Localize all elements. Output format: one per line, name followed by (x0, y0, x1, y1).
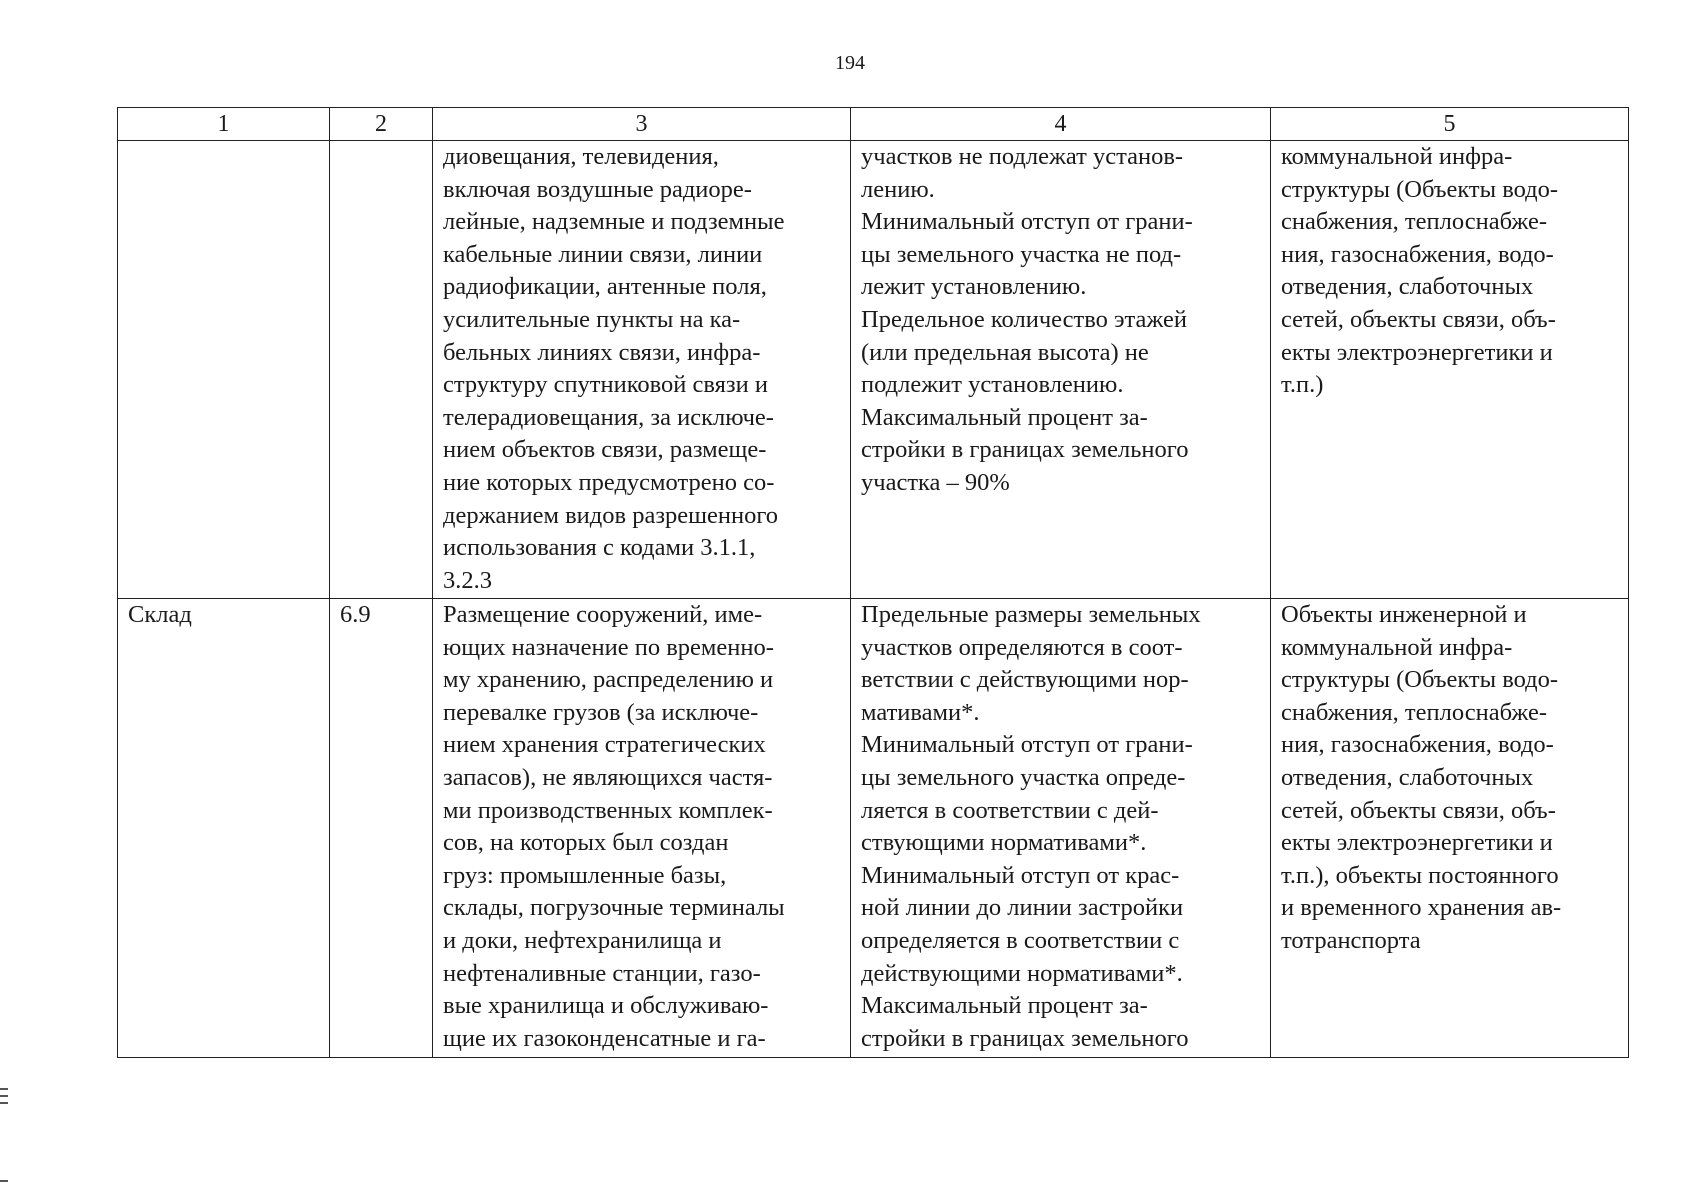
scan-margin-mark (0, 1088, 8, 1090)
table-header-row (118, 108, 1629, 141)
table-row (118, 141, 1629, 599)
parameters-cell: Предельные размеры земельных участков определяются в соот- ветствии с действующими нор- мативами*. Минимальный отступ от грани- цы земельного участка опреде- ляется в соответствии с дей- ствующими нормативами*. Минимальный отступ от крас- ной линии до линии застройки определяется в соответствии с действующими нормативами*. Максимальный процент за- стройки в границах земельного (851, 599, 1271, 1058)
permitted-objects-cell: коммунальной инфра- структуры (Объекты водо- снабжения, теплоснабже- ния, газоснабжения, водо- отведения, слаботочных сетей, объекты связи, объ- екты электроэнергетики и т.п.) (1271, 141, 1629, 599)
column-header: 2 (330, 108, 433, 141)
use-code-cell: 6.9 (330, 599, 433, 1058)
scan-margin-mark (0, 1102, 8, 1104)
permitted-objects-cell: Объекты инженерной и коммунальной инфра- структуры (Объекты водо- снабжения, теплоснабже- ния, газоснабжения, водо- отведения, слаботочных сетей, объекты связи, объ- екты электроэнергетики и т.п.), объекты постоянного и временного хранения ав- тотранспорта (1271, 599, 1629, 1058)
column-header: 3 (433, 108, 851, 141)
use-code-cell (330, 141, 433, 599)
use-description-cell: диовещания, телевидения, включая воздушные радиоре- лейные, надземные и подземные кабельные линии связи, линии радиофикации, антенные поля, усилительные пункты на ка- бельных линиях связи, инфра- структуру спутниковой связи и телерадиовещания, за исключе- нием объектов связи, размеще- ние которых предусмотрено со- держанием видов разрешенного использования с кодами 3.1.1, 3.2.3 (433, 141, 851, 599)
scan-margin-mark (0, 1095, 8, 1097)
use-description-cell: Размещение сооружений, име- ющих назначение по временно- му хранению, распределению и перевалке грузов (за исключе- нием хранения стратегических запасов), не являющихся частя- ми производственных комплек- сов, на которых был создан груз: промышленные базы, склады, погрузочные терминалы и доки, нефтехранилища и нефтеналивные станции, газо- вые хранилища и обслуживаю- щие их газоконденсатные и га- (433, 599, 851, 1058)
zoning-table (117, 107, 1629, 1058)
parameters-cell: участков не подлежат установ- лению. Минимальный отступ от грани- цы земельного участка не под- лежит установлению. Предельное количество этажей (или предельная высота) не подлежит установлению. Максимальный процент за- стройки в границах земельного участка – 90% (851, 141, 1271, 599)
column-header: 5 (1271, 108, 1629, 141)
use-name-cell (118, 141, 330, 599)
table-row (118, 599, 1629, 1058)
scan-margin-mark (0, 1180, 8, 1182)
use-name-cell: Склад (118, 599, 330, 1058)
page-number: 194 (835, 52, 865, 74)
column-header: 1 (118, 108, 330, 141)
column-header: 4 (851, 108, 1271, 141)
